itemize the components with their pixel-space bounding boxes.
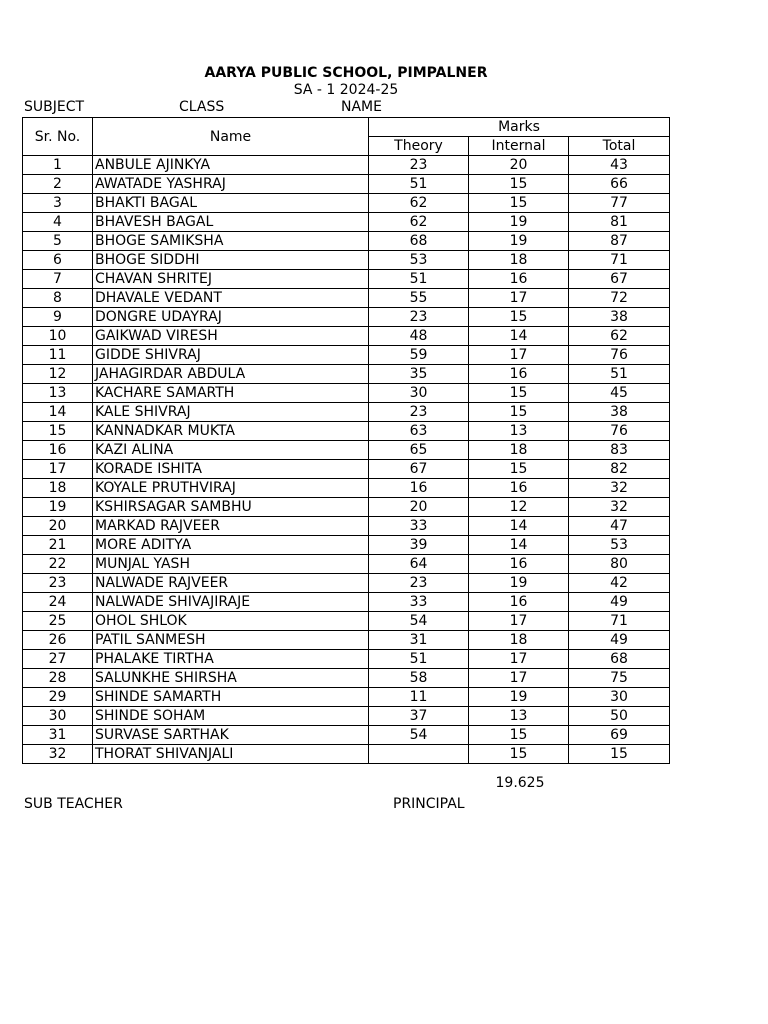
total-cell: 72 xyxy=(569,289,670,308)
table-row xyxy=(23,726,670,745)
sr-no-cell: 28 xyxy=(23,669,93,688)
total-cell: 43 xyxy=(569,156,670,175)
internal-cell: 13 xyxy=(469,422,569,441)
total-cell: 32 xyxy=(569,498,670,517)
total-cell: 87 xyxy=(569,232,670,251)
name-cell: THORAT SHIVANJALI xyxy=(93,745,369,764)
internal-cell: 18 xyxy=(469,631,569,650)
theory-cell xyxy=(369,745,469,764)
theory-cell: 16 xyxy=(369,479,469,498)
sr-no-cell: 32 xyxy=(23,745,93,764)
table-row xyxy=(23,707,670,726)
sr-no-cell: 3 xyxy=(23,194,93,213)
sr-no-cell: 31 xyxy=(23,726,93,745)
header-theory: Theory xyxy=(369,137,469,156)
internal-cell: 19 xyxy=(469,213,569,232)
sub-teacher-label: SUB TEACHER xyxy=(24,796,123,812)
internal-cell: 15 xyxy=(469,308,569,327)
table-row xyxy=(23,460,670,479)
sr-no-cell: 4 xyxy=(23,213,93,232)
table-row xyxy=(23,251,670,270)
table-row xyxy=(23,612,670,631)
header-total: Total xyxy=(569,137,670,156)
table-row xyxy=(23,479,670,498)
sr-no-cell: 2 xyxy=(23,175,93,194)
principal-label: PRINCIPAL xyxy=(393,796,465,812)
theory-cell: 64 xyxy=(369,555,469,574)
theory-cell: 35 xyxy=(369,365,469,384)
theory-cell: 63 xyxy=(369,422,469,441)
sr-no-cell: 21 xyxy=(23,536,93,555)
table-row xyxy=(23,232,670,251)
sr-no-cell: 10 xyxy=(23,327,93,346)
total-cell: 71 xyxy=(569,612,670,631)
theory-cell: 62 xyxy=(369,213,469,232)
table-row xyxy=(23,650,670,669)
name-cell: NALWADE SHIVAJIRAJE xyxy=(93,593,369,612)
theory-cell: 39 xyxy=(369,536,469,555)
internal-cell: 16 xyxy=(469,270,569,289)
theory-cell: 54 xyxy=(369,612,469,631)
internal-cell: 20 xyxy=(469,156,569,175)
sr-no-cell: 15 xyxy=(23,422,93,441)
theory-cell: 23 xyxy=(369,403,469,422)
sr-no-cell: 8 xyxy=(23,289,93,308)
sr-no-cell: 7 xyxy=(23,270,93,289)
total-cell: 49 xyxy=(569,631,670,650)
sr-no-cell: 27 xyxy=(23,650,93,669)
internal-cell: 13 xyxy=(469,707,569,726)
sr-no-cell: 11 xyxy=(23,346,93,365)
theory-cell: 51 xyxy=(369,650,469,669)
name-cell: KALE SHIVRAJ xyxy=(93,403,369,422)
name-cell: MARKAD RAJVEER xyxy=(93,517,369,536)
internal-cell: 19 xyxy=(469,574,569,593)
sr-no-cell: 25 xyxy=(23,612,93,631)
total-cell: 69 xyxy=(569,726,670,745)
theory-cell: 30 xyxy=(369,384,469,403)
name-cell: MUNJAL YASH xyxy=(93,555,369,574)
name-cell: KORADE ISHITA xyxy=(93,460,369,479)
table-row xyxy=(23,517,670,536)
name-cell: AWATADE YASHRAJ xyxy=(93,175,369,194)
table-row xyxy=(23,270,670,289)
name-cell: PATIL SANMESH xyxy=(93,631,369,650)
table-row xyxy=(23,593,670,612)
name-cell: SHINDE SAMARTH xyxy=(93,688,369,707)
table-row xyxy=(23,631,670,650)
internal-cell: 16 xyxy=(469,479,569,498)
theory-cell: 33 xyxy=(369,593,469,612)
total-cell: 83 xyxy=(569,441,670,460)
header-marks: Marks xyxy=(369,118,670,137)
name-cell: NALWADE RAJVEER xyxy=(93,574,369,593)
table-row xyxy=(23,308,670,327)
theory-cell: 31 xyxy=(369,631,469,650)
table-row xyxy=(23,213,670,232)
total-cell: 42 xyxy=(569,574,670,593)
internal-cell: 15 xyxy=(469,175,569,194)
theory-cell: 62 xyxy=(369,194,469,213)
table-row xyxy=(23,498,670,517)
internal-cell: 18 xyxy=(469,251,569,270)
sr-no-cell: 29 xyxy=(23,688,93,707)
theory-cell: 53 xyxy=(369,251,469,270)
sr-no-cell: 6 xyxy=(23,251,93,270)
name-cell: KOYALE PRUTHVIRAJ xyxy=(93,479,369,498)
name-cell: DHAVALE VEDANT xyxy=(93,289,369,308)
header-name: Name xyxy=(93,118,369,156)
sr-no-cell: 9 xyxy=(23,308,93,327)
internal-average: 19.625 xyxy=(495,775,545,791)
sr-no-cell: 20 xyxy=(23,517,93,536)
total-cell: 45 xyxy=(569,384,670,403)
table-row xyxy=(23,688,670,707)
sr-no-cell: 24 xyxy=(23,593,93,612)
internal-cell: 14 xyxy=(469,517,569,536)
internal-cell: 16 xyxy=(469,365,569,384)
theory-cell: 33 xyxy=(369,517,469,536)
internal-cell: 17 xyxy=(469,289,569,308)
total-cell: 53 xyxy=(569,536,670,555)
theory-cell: 11 xyxy=(369,688,469,707)
sr-no-cell: 30 xyxy=(23,707,93,726)
sr-no-cell: 22 xyxy=(23,555,93,574)
marks-table xyxy=(22,117,670,764)
total-cell: 81 xyxy=(569,213,670,232)
theory-cell: 55 xyxy=(369,289,469,308)
name-cell: BHOGE SIDDHI xyxy=(93,251,369,270)
exam-title: SA - 1 2024-25 xyxy=(293,82,399,98)
name-cell: GIDDE SHIVRAJ xyxy=(93,346,369,365)
sr-no-cell: 14 xyxy=(23,403,93,422)
theory-cell: 37 xyxy=(369,707,469,726)
theory-cell: 51 xyxy=(369,270,469,289)
table-row xyxy=(23,422,670,441)
table-row xyxy=(23,346,670,365)
total-cell: 82 xyxy=(569,460,670,479)
total-cell: 15 xyxy=(569,745,670,764)
internal-cell: 16 xyxy=(469,593,569,612)
name-cell: KANNADKAR MUKTA xyxy=(93,422,369,441)
name-cell: BHAKTI BAGAL xyxy=(93,194,369,213)
total-cell: 38 xyxy=(569,403,670,422)
name-cell: CHAVAN SHRITEJ xyxy=(93,270,369,289)
total-cell: 66 xyxy=(569,175,670,194)
theory-cell: 23 xyxy=(369,574,469,593)
table-row xyxy=(23,289,670,308)
internal-cell: 15 xyxy=(469,384,569,403)
internal-cell: 17 xyxy=(469,346,569,365)
name-cell: KACHARE SAMARTH xyxy=(93,384,369,403)
table-row xyxy=(23,669,670,688)
total-cell: 50 xyxy=(569,707,670,726)
name-cell: MORE ADITYA xyxy=(93,536,369,555)
table-body xyxy=(23,156,670,764)
sr-no-cell: 1 xyxy=(23,156,93,175)
theory-cell: 58 xyxy=(369,669,469,688)
internal-cell: 19 xyxy=(469,232,569,251)
total-cell: 80 xyxy=(569,555,670,574)
total-cell: 62 xyxy=(569,327,670,346)
total-cell: 38 xyxy=(569,308,670,327)
internal-cell: 17 xyxy=(469,612,569,631)
internal-cell: 14 xyxy=(469,536,569,555)
internal-cell: 18 xyxy=(469,441,569,460)
sr-no-cell: 23 xyxy=(23,574,93,593)
name-cell: SHINDE SOHAM xyxy=(93,707,369,726)
theory-cell: 59 xyxy=(369,346,469,365)
table-row xyxy=(23,156,670,175)
total-cell: 76 xyxy=(569,346,670,365)
theory-cell: 68 xyxy=(369,232,469,251)
total-cell: 67 xyxy=(569,270,670,289)
header-internal: Internal xyxy=(469,137,569,156)
total-cell: 30 xyxy=(569,688,670,707)
table-row xyxy=(23,536,670,555)
table-row xyxy=(23,403,670,422)
sr-no-cell: 16 xyxy=(23,441,93,460)
theory-cell: 65 xyxy=(369,441,469,460)
total-cell: 32 xyxy=(569,479,670,498)
total-cell: 68 xyxy=(569,650,670,669)
sr-no-cell: 13 xyxy=(23,384,93,403)
subject-label: SUBJECT xyxy=(24,99,85,115)
class-label: CLASS xyxy=(179,99,225,115)
table-row xyxy=(23,555,670,574)
internal-cell: 16 xyxy=(469,555,569,574)
internal-cell: 17 xyxy=(469,669,569,688)
internal-cell: 15 xyxy=(469,194,569,213)
school-name: AARYA PUBLIC SCHOOL, PIMPALNER xyxy=(204,65,488,81)
total-cell: 77 xyxy=(569,194,670,213)
name-label: NAME xyxy=(341,99,382,115)
table-row xyxy=(23,441,670,460)
total-cell: 71 xyxy=(569,251,670,270)
name-cell: KAZI ALINA xyxy=(93,441,369,460)
sr-no-cell: 19 xyxy=(23,498,93,517)
name-cell: BHOGE SAMIKSHA xyxy=(93,232,369,251)
sr-no-cell: 17 xyxy=(23,460,93,479)
theory-cell: 51 xyxy=(369,175,469,194)
table-row xyxy=(23,175,670,194)
total-cell: 51 xyxy=(569,365,670,384)
table-row xyxy=(23,745,670,764)
table-row xyxy=(23,194,670,213)
theory-cell: 23 xyxy=(369,156,469,175)
sr-no-cell: 26 xyxy=(23,631,93,650)
internal-cell: 14 xyxy=(469,327,569,346)
name-cell: DONGRE UDAYRAJ xyxy=(93,308,369,327)
name-cell: PHALAKE TIRTHA xyxy=(93,650,369,669)
theory-cell: 54 xyxy=(369,726,469,745)
internal-cell: 15 xyxy=(469,745,569,764)
internal-cell: 15 xyxy=(469,403,569,422)
internal-cell: 15 xyxy=(469,726,569,745)
name-cell: OHOL SHLOK xyxy=(93,612,369,631)
header-sr-no: Sr. No. xyxy=(23,118,93,156)
internal-cell: 17 xyxy=(469,650,569,669)
table-row xyxy=(23,365,670,384)
internal-cell: 12 xyxy=(469,498,569,517)
total-cell: 49 xyxy=(569,593,670,612)
name-cell: SALUNKHE SHIRSHA xyxy=(93,669,369,688)
name-cell: KSHIRSAGAR SAMBHU xyxy=(93,498,369,517)
table-row xyxy=(23,384,670,403)
total-cell: 76 xyxy=(569,422,670,441)
name-cell: GAIKWAD VIRESH xyxy=(93,327,369,346)
table-row xyxy=(23,574,670,593)
theory-cell: 23 xyxy=(369,308,469,327)
name-cell: JAHAGIRDAR ABDULA xyxy=(93,365,369,384)
name-cell: ANBULE AJINKYA xyxy=(93,156,369,175)
total-cell: 75 xyxy=(569,669,670,688)
internal-cell: 19 xyxy=(469,688,569,707)
theory-cell: 48 xyxy=(369,327,469,346)
sr-no-cell: 18 xyxy=(23,479,93,498)
theory-cell: 67 xyxy=(369,460,469,479)
total-cell: 47 xyxy=(569,517,670,536)
sr-no-cell: 5 xyxy=(23,232,93,251)
name-cell: SURVASE SARTHAK xyxy=(93,726,369,745)
sr-no-cell: 12 xyxy=(23,365,93,384)
name-cell: BHAVESH BAGAL xyxy=(93,213,369,232)
internal-cell: 15 xyxy=(469,460,569,479)
table-row xyxy=(23,327,670,346)
theory-cell: 20 xyxy=(369,498,469,517)
